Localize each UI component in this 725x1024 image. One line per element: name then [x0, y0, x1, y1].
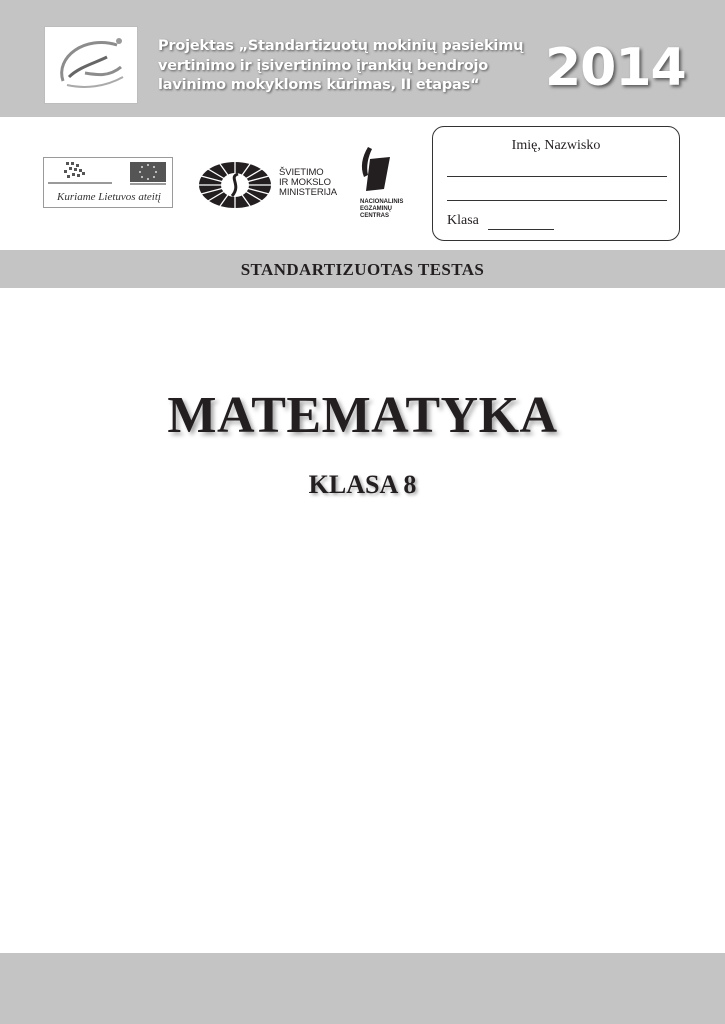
- ministry-name-line: MINISTERIJA: [279, 187, 338, 198]
- year: 2014: [545, 38, 686, 98]
- name-line[interactable]: [447, 176, 667, 177]
- project-title-line: Projektas „Standartizuotų mokinių pasiekimų: [158, 38, 524, 54]
- nec-name-line: NACIONALINIS: [360, 199, 404, 205]
- name-line[interactable]: [447, 200, 667, 201]
- student-info-box: [432, 126, 680, 241]
- ministry-emblem-icon: [198, 161, 272, 209]
- header-band: [0, 0, 725, 117]
- test-type: STANDARTIZUOTAS TESTAS: [240, 260, 485, 279]
- project-title-line: lavinimo mokykloms kūrimas, II etapas“: [158, 77, 480, 93]
- nec-name: [360, 199, 403, 220]
- project-title-line: vertinimo ir įsivertinimo įrankių bendrojo: [158, 57, 489, 74]
- ministry-name: [279, 168, 337, 198]
- esf-tagline: Kuriame Lietuvos ateitį: [57, 191, 161, 203]
- ministry-name-line: IR MOKSLO: [279, 177, 331, 188]
- nec-name-line: CENTRAS: [360, 213, 390, 219]
- eu-emblem-icon: [44, 158, 172, 190]
- nec-emblem-icon: [354, 145, 394, 197]
- nec-name-line: EGZAMINŲ: [360, 206, 392, 212]
- class-label: Klasa: [447, 213, 479, 228]
- project-logo: [44, 26, 138, 104]
- esf-logo: [43, 157, 173, 208]
- class-line[interactable]: [488, 229, 554, 230]
- ministry-name-line: ŠVIETIMO: [279, 167, 324, 178]
- project-title: [158, 37, 528, 96]
- grade-title: KLASA 8: [308, 470, 417, 499]
- name-label: Imię, Nazwisko: [511, 138, 601, 153]
- test-type-band: [0, 250, 725, 288]
- footer-band: [0, 953, 725, 1024]
- subject-title: MATEMATYKA: [167, 387, 558, 444]
